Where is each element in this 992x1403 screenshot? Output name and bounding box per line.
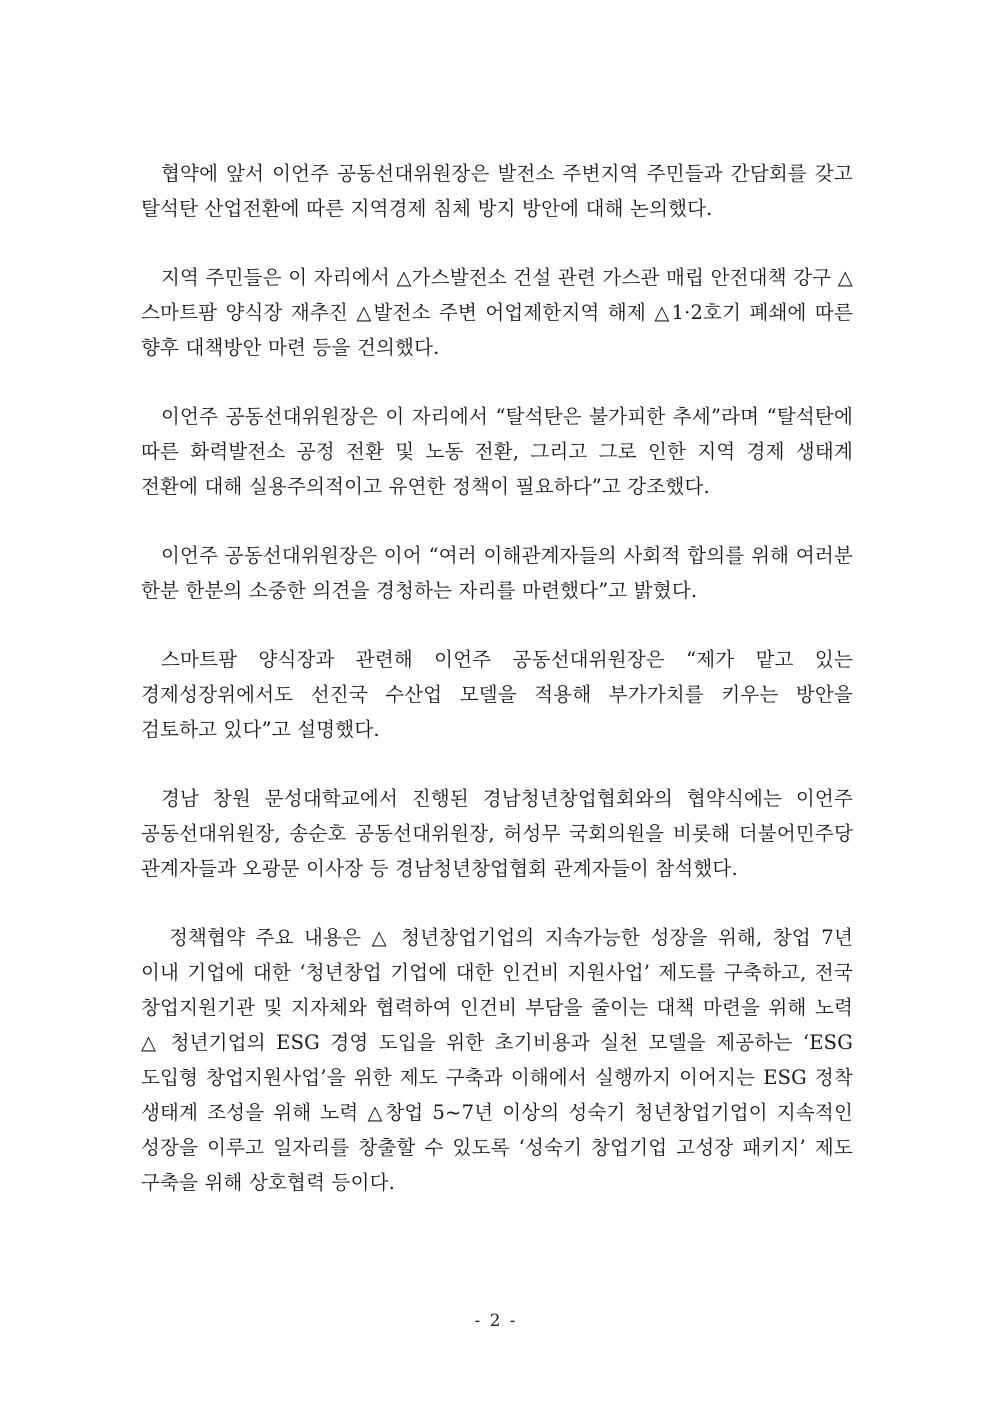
- body-text: [141, 156, 853, 1234]
- paragraph-consultation: 협약에 앞서 이언주 공동선대위원장은 발전소 주변지역 주민들과 간담회를 갖고 탈석탄 산업전환에 따른 지역경제 침체 방지 방안에 대해 논의했다.: [141, 162, 853, 220]
- paragraph-resident-requests: 지역 주민들은 이 자리에서 △가스발전소 건설 관련 가스관 매립 안전대책 강구 △스마트팜 양식장 재추진 △발전소 주변 어업제한지역 해제 △1·2호기 폐쇄에 따른 향후 대책방안 마련 등을 건의했다.: [141, 266, 853, 359]
- paragraph-policy-agreement: 정책협약 주요 내용은 △ 청년창업기업의 지속가능한 성장을 위해, 창업 7년 이내 기업에 대한 ‘청년창업 기업에 대한 인건비 지원사업’ 제도를 구축하고, 전국 창업지원기관 및 지자체와 협력하여 인건비 부담을 줄이는 대책 마련을 위해 노력 △ 청년기업의 ESG 경영 도입을 위한 초기비용과 실천 모델을 제공하는 ‘ESG 도입형 창업지원사업’을 위한 제도 구축과 이해에서 실행까지 이어지는 ESG 정착 생태계 조성을 위해 노력 △창업 5~7년 이상의 성숙기 청년창업기업이 지속적인 성장을 이루고 일자리를 창출할 수 있도록 ‘성숙기 창업기업 고성장 패키지’ 제도 구축을 위해 상호협력 등이다.: [141, 926, 853, 1194]
- paragraph-smart-farm: 스마트팜 양식장과 관련해 이언주 공동선대위원장은 “제가 맡고 있는 경제성장위에서도 선진국 수산업 모델을 적용해 부가가치를 키우는 방안을 검토하고 있다”고 설명했다.: [141, 648, 853, 741]
- paragraph-coal-phaseout-quote: 이언주 공동선대위원장은 이 자리에서 “탈석탄은 불가피한 추세”라며 “탈석탄에 따른 화력발전소 공정 전환 및 노동 전환, 그리고 그로 인한 지역 경제 생태계 전환에 대해 실용주의적이고 유연한 정책이 필요하다”고 강조했다.: [141, 405, 853, 498]
- paragraph-stakeholder-quote: 이언주 공동선대위원장은 이어 “여러 이해관계자들의 사회적 합의를 위해 여러분 한분 한분의 소중한 의견을 경청하는 자리를 마련했다”고 밝혔다.: [141, 544, 853, 602]
- paragraph-attendees: 경남 창원 문성대학교에서 진행된 경남청년창업협회와의 협약식에는 이언주 공동선대위원장, 송순호 공동선대위원장, 허성무 국회의원을 비롯해 더불어민주당 관계자들과 오광문 이사장 등 경남청년창업협회 관계자들이 참석했다.: [141, 787, 853, 880]
- page-number: - 2 -: [474, 1311, 518, 1331]
